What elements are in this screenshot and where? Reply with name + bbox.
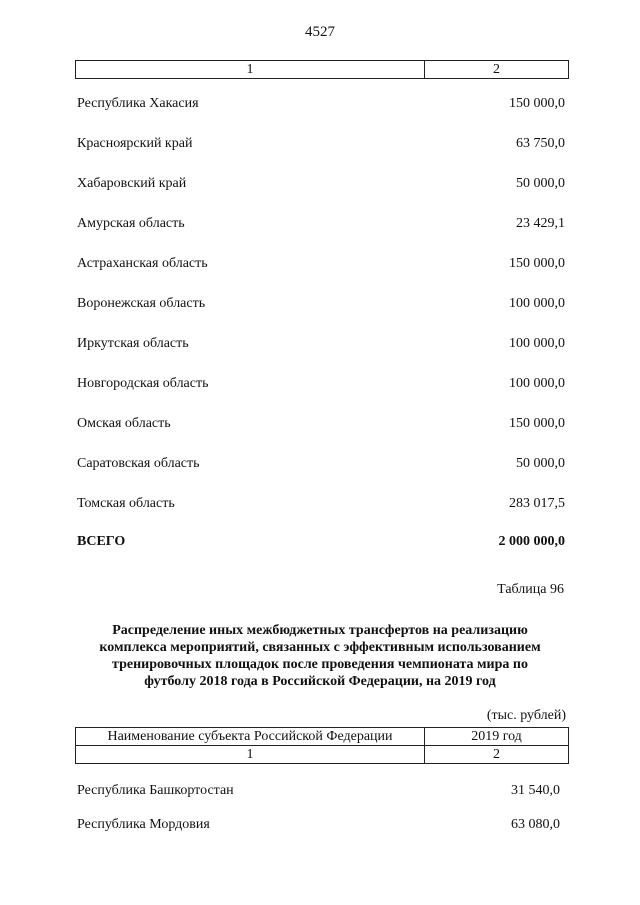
amount: 50 000,0 [516, 176, 565, 191]
table-title-line: тренировочных площадок после проведения чемпионата мира по [112, 657, 528, 672]
region-name: Новгородская область [77, 376, 209, 391]
total-label: ВСЕГО [77, 534, 126, 549]
amount: 100 000,0 [509, 376, 565, 391]
table-row [77, 214, 565, 234]
total-row [77, 532, 565, 552]
amount: 150 000,0 [509, 416, 565, 431]
region-name: Хабаровский край [77, 176, 187, 191]
region-name: Амурская область [77, 216, 185, 231]
column-number-header [75, 60, 569, 79]
amount: 50 000,0 [516, 456, 565, 471]
amount: 63 080,0 [511, 817, 560, 832]
table-row [77, 494, 565, 514]
column-number-2: 2 [425, 61, 569, 79]
units-label: (тыс. рублей) [486, 708, 566, 723]
region-name: Республика Мордовия [77, 817, 210, 832]
table-row [77, 815, 565, 835]
table-row [77, 134, 565, 154]
region-name: Республика Башкортостан [77, 783, 234, 798]
region-name: Красноярский край [77, 136, 193, 151]
region-name: Иркутская область [77, 336, 189, 351]
page-number: 4527 [305, 24, 335, 40]
table-row [77, 414, 565, 434]
table-row [77, 254, 565, 274]
column-number-1: 1 [76, 61, 425, 79]
table-row [77, 781, 565, 801]
table-title-line: Распределение иных межбюджетных трансфертов на реализацию [112, 623, 528, 638]
region-name: Томская область [77, 496, 175, 511]
table-row [77, 334, 565, 354]
region-name: Астраханская область [77, 256, 208, 271]
amount: 150 000,0 [509, 256, 565, 271]
region-name: Саратовская область [77, 456, 200, 471]
amount: 100 000,0 [509, 296, 565, 311]
amount: 150 000,0 [509, 96, 565, 111]
amount: 23 429,1 [516, 216, 565, 231]
amount: 63 750,0 [516, 136, 565, 151]
region-name: Республика Хакасия [77, 96, 199, 111]
table-row [77, 174, 565, 194]
table-title-line: футболу 2018 года в Российской Федерации, на 2019 год [144, 674, 496, 689]
header-region-name: Наименование субъекта Российской Федерации [76, 728, 425, 746]
header-year: 2019 год [425, 728, 569, 746]
table-row [77, 94, 565, 114]
amount: 31 540,0 [511, 783, 560, 798]
table-title [80, 622, 560, 690]
table96-header [75, 727, 569, 764]
table-row [77, 454, 565, 474]
column-number-1: 1 [76, 746, 425, 764]
region-name: Воронежская область [77, 296, 206, 311]
table-row [77, 374, 565, 394]
amount: 100 000,0 [509, 336, 565, 351]
column-number-2: 2 [425, 746, 569, 764]
table-row [77, 294, 565, 314]
amount: 283 017,5 [509, 496, 565, 511]
table-title-line: комплекса мероприятий, связанных с эффективным использованием [99, 640, 541, 655]
region-name: Омская область [77, 416, 171, 431]
total-amount: 2 000 000,0 [498, 534, 565, 549]
table-number-label: Таблица 96 [497, 582, 564, 597]
